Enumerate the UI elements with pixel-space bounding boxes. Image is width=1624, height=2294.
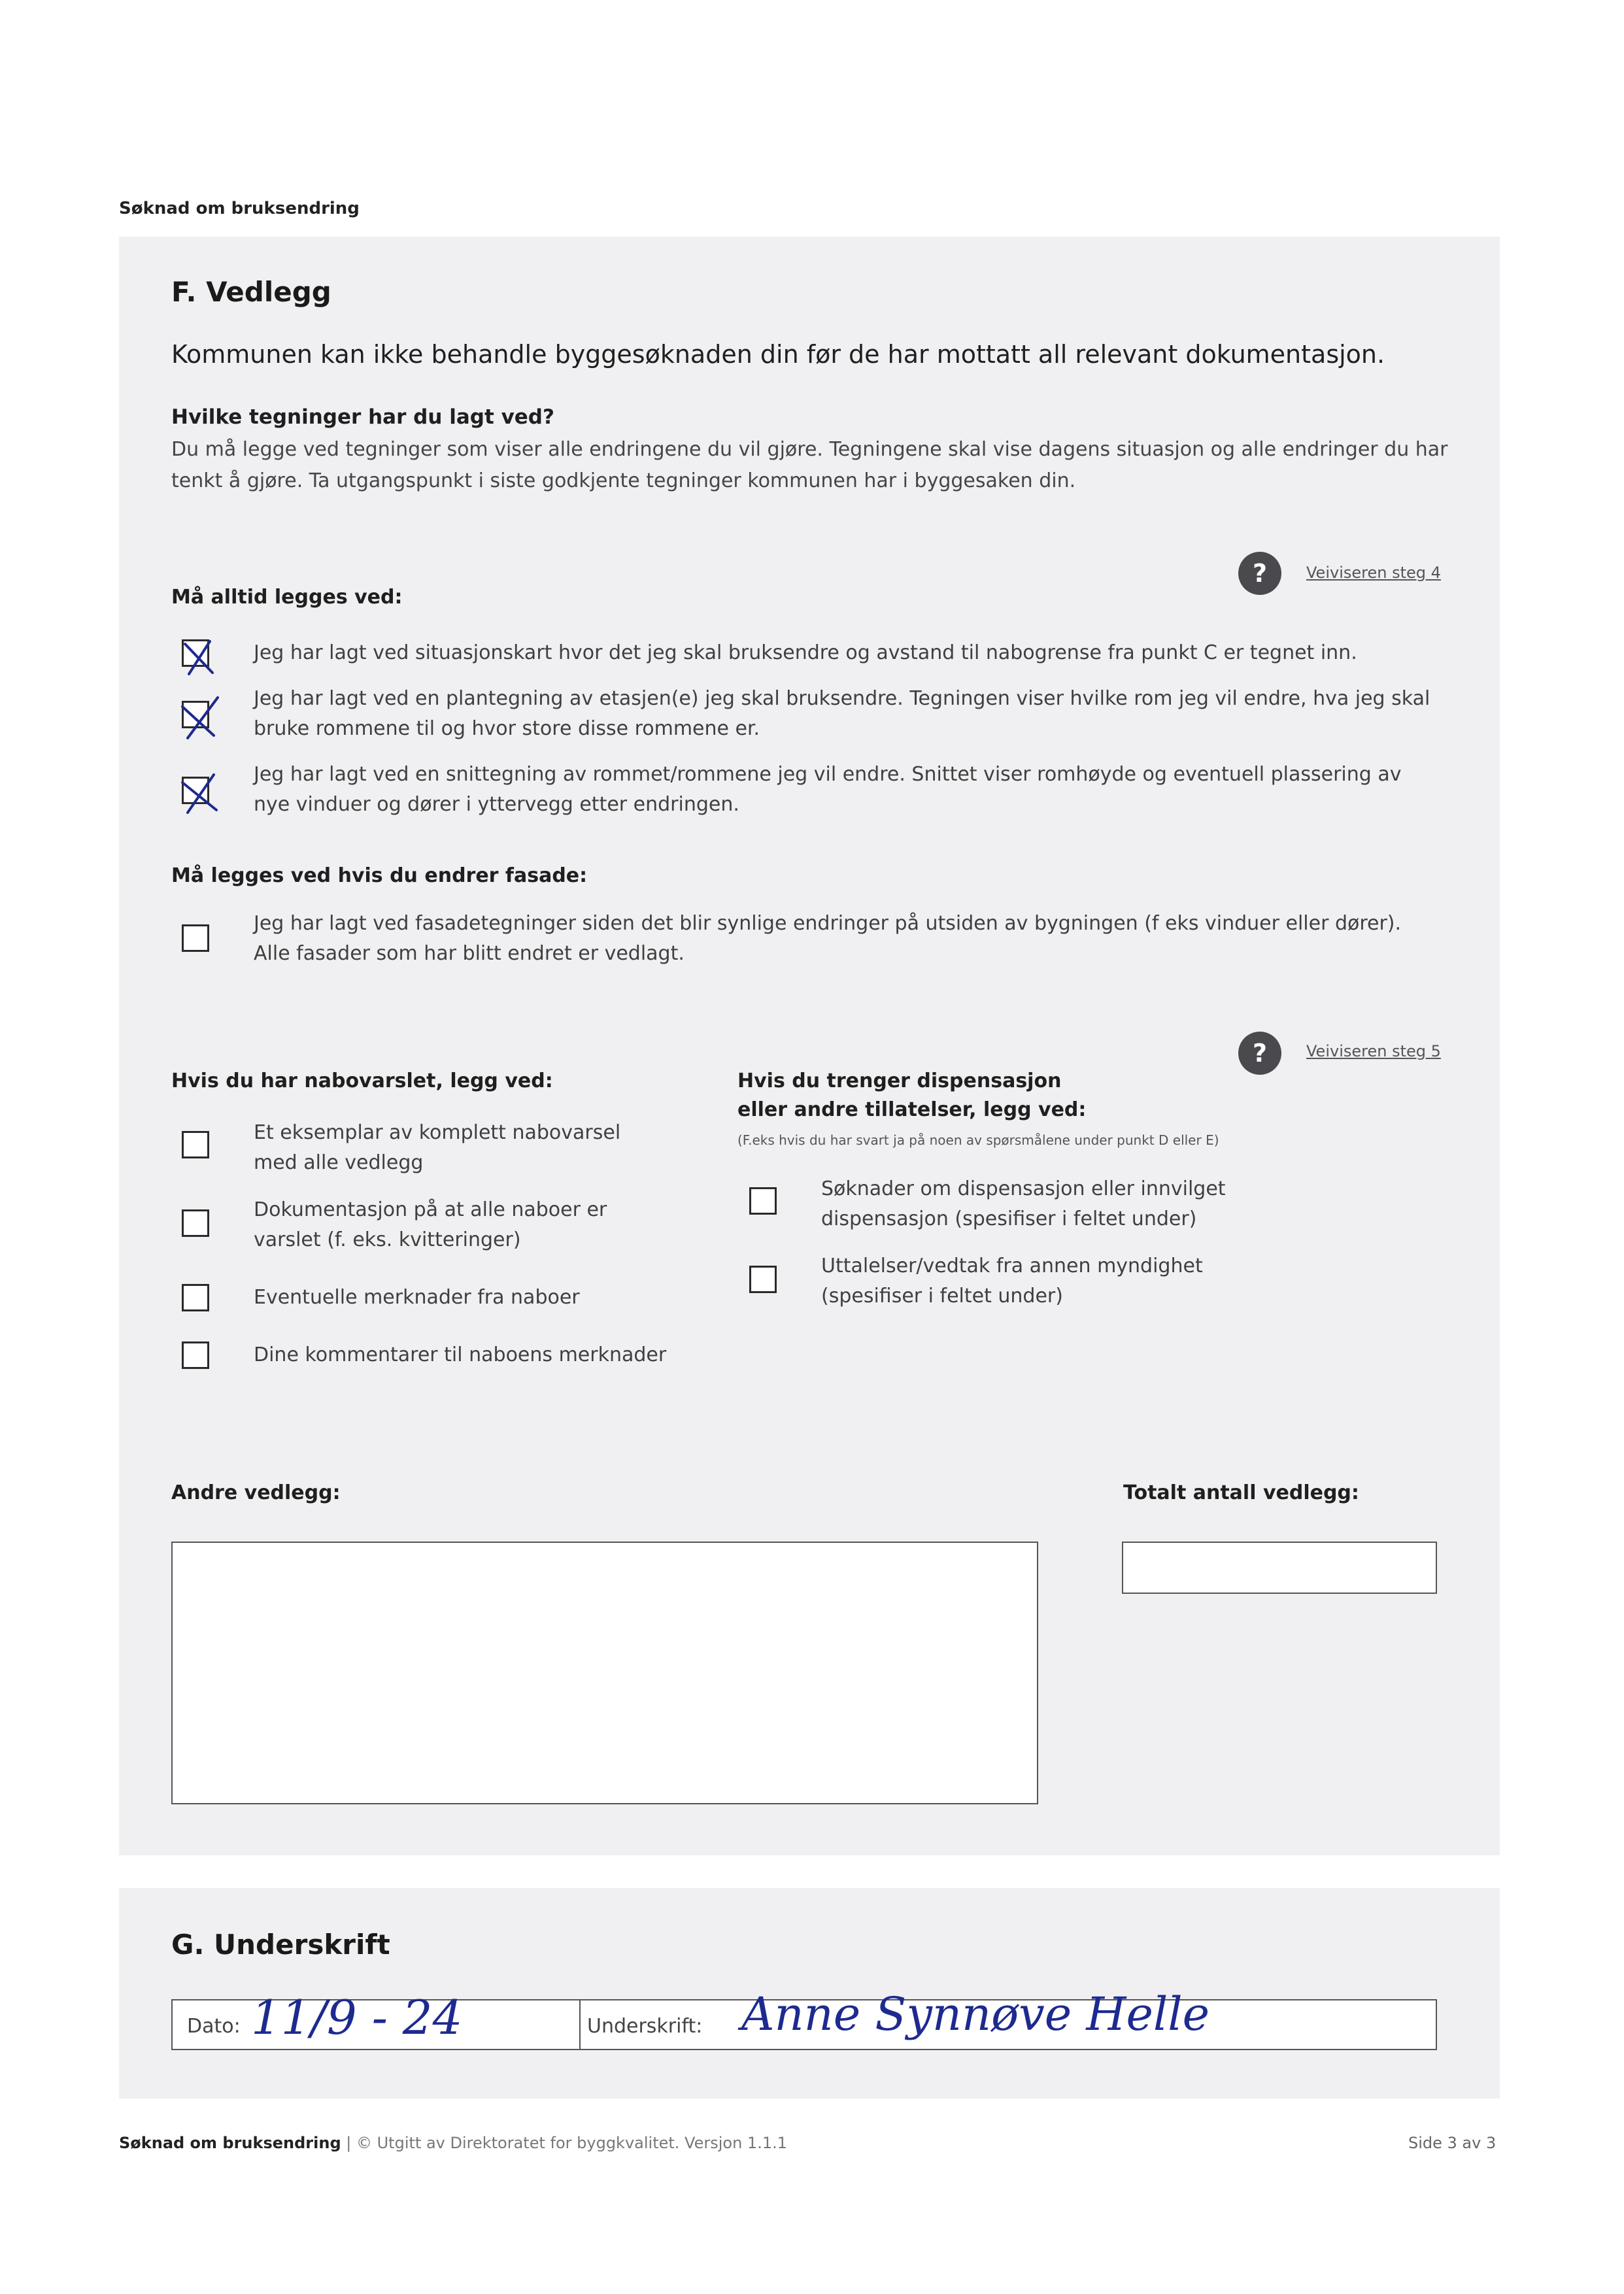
facade-item-line-2: Alle fasader som har blitt endret er vedlagt.	[254, 942, 685, 965]
other-attachments-field[interactable]	[171, 1542, 1038, 1804]
must-item-2-line-1: Jeg har lagt ved en plantegning av etasjen(e) jeg skal bruksendre. Tegningen viser hvilke rom jeg vil endre, hva jeg skal	[254, 687, 1430, 710]
guide-link-step-5[interactable]: Veiviseren steg 5	[1306, 1042, 1441, 1060]
section-f-title: F. Vedlegg	[171, 276, 331, 308]
must-item-3-line-1: Jeg har lagt ved en snittegning av rommet/rommene jeg vil endre. Snittet viser romhøyde og eventuell plassering av	[254, 763, 1402, 786]
checkbox-authority-statements[interactable]	[749, 1266, 777, 1293]
drawings-text-line-2: tenkt å gjøre. Ta utgangspunkt i siste godkjente tegninger kommunen har i byggesaken din.	[171, 469, 1076, 492]
checkbox-floor-plan[interactable]	[182, 701, 209, 728]
checkbox-dispensation-application[interactable]	[749, 1187, 777, 1215]
must-item-1-text: Jeg har lagt ved situasjonskart hvor det jeg skal bruksendre og avstand til nabogrense fra punkt C er tegnet inn.	[254, 641, 1357, 664]
checkbox-site-plan[interactable]	[182, 639, 209, 667]
signature-label: Underskrift:	[587, 2015, 703, 2038]
checkbox-neighbor-remarks[interactable]	[182, 1284, 209, 1311]
checkbox-neighbor-documentation[interactable]	[182, 1209, 209, 1237]
must-item-2-line-2: bruke rommene til og hvor store disse rommene er.	[254, 717, 760, 740]
dispensation-item-1-line-1: Søknader om dispensasjon eller innvilget	[821, 1177, 1226, 1200]
dispensation-item-2-line-1: Uttalelser/vedtak fra annen myndighet	[821, 1255, 1203, 1277]
checkbox-facade-drawings[interactable]	[182, 924, 209, 952]
date-label: Dato:	[187, 2015, 241, 2038]
facade-item-line-1: Jeg har lagt ved fasadetegninger siden det blir synlige endringer på utsiden av bygningen (f eks vinduer eller dører).	[254, 912, 1402, 935]
neighbor-item-1-line-2: med alle vedlegg	[254, 1151, 424, 1174]
checkbox-section-drawing[interactable]	[182, 777, 209, 804]
drawings-text-line-1: Du må legge ved tegninger som viser alle endringene du vil gjøre. Tegningene skal vise dagens situasjon og alle endringer du har	[171, 438, 1448, 461]
dispensation-heading-line-2: eller andre tillatelser, legg ved:	[737, 1098, 1087, 1121]
dispensation-item-2-line-2: (spesifiser i feltet under)	[821, 1285, 1063, 1307]
footer-left	[119, 2134, 787, 2152]
handwritten-check-icon	[176, 692, 222, 738]
total-attachments-field[interactable]	[1122, 1542, 1437, 1594]
footer-issuer: | © Utgitt av Direktoratet for byggkvalitet. Versjon 1.1.1	[346, 2134, 787, 2152]
document-header-title: Søknad om bruksendring	[119, 199, 360, 218]
handwritten-check-icon	[176, 768, 222, 814]
neighbor-item-4-text: Dine kommentarer til naboens merknader	[254, 1343, 667, 1366]
footer-page-number: Side 3 av 3	[1408, 2134, 1497, 2152]
footer-doc-title: Søknad om bruksendring	[119, 2134, 341, 2152]
neighbor-item-3-text: Eventuelle merknader fra naboer	[254, 1286, 580, 1309]
drawings-question: Hvilke tegninger har du lagt ved?	[171, 405, 554, 429]
dispensation-note: (F.eks hvis du har svart ja på noen av spørsmålene under punkt D eller E)	[737, 1132, 1219, 1148]
section-g-title: G. Underskrift	[171, 1929, 390, 1961]
guide-link-step-4[interactable]: Veiviseren steg 4	[1306, 564, 1441, 582]
total-attachments-label: Totalt antall vedlegg:	[1123, 1481, 1359, 1504]
date-handwritten-value: 11/9 - 24	[251, 1990, 463, 2045]
dispensation-item-1-line-2: dispensasjon (spesifiser i feltet under)	[821, 1207, 1197, 1230]
help-icon[interactable]: ?	[1238, 1032, 1281, 1075]
checkbox-comments-on-remarks[interactable]	[182, 1341, 209, 1369]
neighbor-item-1-line-1: Et eksemplar av komplett nabovarsel	[254, 1121, 621, 1144]
neighbor-item-2-line-1: Dokumentasjon på at alle naboer er	[254, 1198, 607, 1221]
dispensation-heading-line-1: Hvis du trenger dispensasjon	[737, 1070, 1062, 1092]
signature-handwritten-value: Anne Synnøve Helle	[741, 1987, 1210, 2041]
must-item-3-line-2: nye vinduer og dører i yttervegg etter endringen.	[254, 793, 739, 816]
neighbor-heading: Hvis du har nabovarslet, legg ved:	[171, 1070, 553, 1092]
checkbox-neighbor-notice[interactable]	[182, 1131, 209, 1158]
section-f-intro: Kommunen kan ikke behandle byggesøknaden din før de har mottatt all relevant dokumentasjon.	[171, 340, 1385, 369]
handwritten-check-icon	[176, 631, 222, 677]
neighbor-item-2-line-2: varslet (f. eks. kvitteringer)	[254, 1228, 521, 1251]
help-icon[interactable]: ?	[1238, 552, 1281, 595]
must-attach-heading: Må alltid legges ved:	[171, 586, 403, 609]
other-attachments-label: Andre vedlegg:	[171, 1481, 341, 1504]
facade-heading: Må legges ved hvis du endrer fasade:	[171, 864, 588, 887]
